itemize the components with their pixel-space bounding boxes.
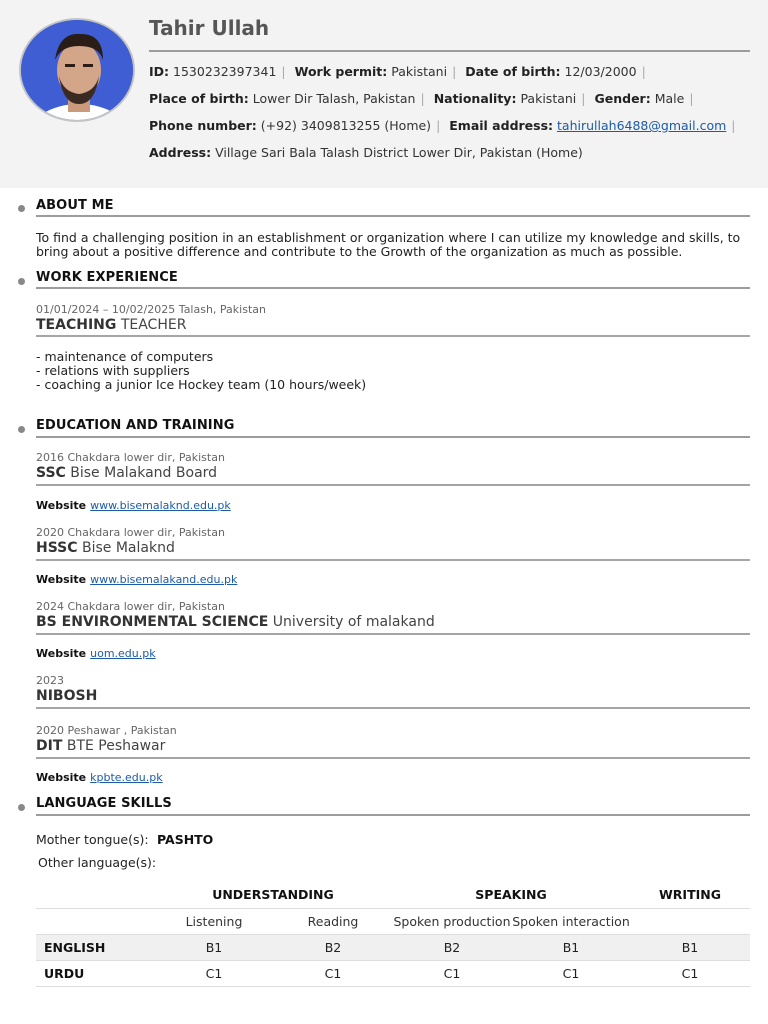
work-permit-value: Pakistani xyxy=(391,64,448,79)
level-cell: B2 xyxy=(392,934,512,960)
level-cell: B2 xyxy=(274,934,392,960)
nationality-label: Nationality: xyxy=(433,91,517,106)
address-label: Address: xyxy=(149,145,212,160)
group-speaking: SPEAKING xyxy=(392,882,630,908)
education-meta: 2024 Chakdara lower dir, Pakistan xyxy=(36,600,225,613)
education-meta: 2023 xyxy=(36,674,64,687)
level-cell: C1 xyxy=(154,960,274,986)
level-cell: C1 xyxy=(630,960,750,986)
separator: | xyxy=(281,64,286,79)
work-bullet: - coaching a junior Ice Hockey team (10 hours/week) xyxy=(36,377,367,392)
email-link[interactable]: tahirullah6488@gmail.com xyxy=(557,118,727,133)
work-permit-label: Work permit: xyxy=(294,64,388,79)
phone-value: (+92) 3409813255 (Home) xyxy=(260,118,432,133)
dob-label: Date of birth: xyxy=(465,64,561,79)
website-label: Website xyxy=(36,647,87,660)
education-entry-title xyxy=(36,540,175,556)
section-bullet xyxy=(18,278,25,285)
education-entry-title xyxy=(36,738,165,754)
gender-label: Gender: xyxy=(594,91,651,106)
work-divider xyxy=(36,287,750,289)
language-title: LANGUAGE SKILLS xyxy=(36,796,172,811)
language-row xyxy=(36,960,750,986)
education-entry-divider xyxy=(36,559,750,561)
language-table xyxy=(36,882,750,987)
website-label: Website xyxy=(36,573,87,586)
work-bullet: - relations with suppliers xyxy=(36,363,190,378)
language-row xyxy=(36,934,750,960)
education-degree: NIBOSH xyxy=(36,688,98,704)
other-languages-label: Other language(s): xyxy=(38,855,157,870)
place-of-birth-label: Place of birth: xyxy=(149,91,249,106)
empty-cell xyxy=(36,908,154,934)
education-degree: SSC xyxy=(36,465,66,481)
info-line-4 xyxy=(149,145,583,160)
education-title: EDUCATION AND TRAINING xyxy=(36,418,235,433)
place-of-birth-value: Lower Dir Talash, Pakistan xyxy=(252,91,416,106)
empty-cell xyxy=(630,908,750,934)
work-role-bold: TEACHING xyxy=(36,317,117,333)
education-institution: Bise Malakand Board xyxy=(70,465,218,481)
empty-cell xyxy=(36,882,154,908)
work-meta: 01/01/2024 – 10/02/2025 Talash, Pakistan xyxy=(36,303,266,316)
about-divider xyxy=(36,215,750,217)
education-entry-divider xyxy=(36,757,750,759)
work-role-divider xyxy=(36,335,750,337)
education-website xyxy=(36,647,156,660)
education-meta: 2016 Chakdara lower dir, Pakistan xyxy=(36,451,225,464)
work-title: WORK EXPERIENCE xyxy=(36,270,178,285)
language-name: ENGLISH xyxy=(36,934,154,960)
website-label: Website xyxy=(36,499,87,512)
level-cell: B1 xyxy=(630,934,750,960)
education-entry-divider xyxy=(36,707,750,709)
subheader-reading: Reading xyxy=(274,908,392,934)
language-subheader xyxy=(36,908,750,934)
info-line-2 xyxy=(149,91,699,106)
education-website xyxy=(36,573,237,586)
education-institution: University of malakand xyxy=(272,614,435,630)
education-institution: BTE Peshawar xyxy=(66,738,166,754)
level-cell: C1 xyxy=(392,960,512,986)
email-label: Email address: xyxy=(449,118,554,133)
phone-label: Phone number: xyxy=(149,118,257,133)
dob-value: 12/03/2000 xyxy=(564,64,637,79)
profile-header xyxy=(0,0,768,188)
level-cell: C1 xyxy=(512,960,630,986)
nationality-value: Pakistani xyxy=(520,91,577,106)
person-name: Tahir Ullah xyxy=(149,16,270,40)
section-bullet xyxy=(18,426,25,433)
education-meta: 2020 Chakdara lower dir, Pakistan xyxy=(36,526,225,539)
separator: | xyxy=(581,91,586,106)
education-degree: DIT xyxy=(36,738,63,754)
work-bullet: - maintenance of computers xyxy=(36,349,214,364)
info-line-1 xyxy=(149,64,651,79)
education-entry-title xyxy=(36,688,97,704)
mother-tongue-label: Mother tongue(s): xyxy=(36,832,149,847)
group-writing: WRITING xyxy=(630,882,750,908)
education-website xyxy=(36,499,231,512)
separator: | xyxy=(731,118,736,133)
section-bullet xyxy=(18,205,25,212)
level-cell: B1 xyxy=(154,934,274,960)
separator: | xyxy=(436,118,441,133)
education-meta: 2020 Peshawar , Pakistan xyxy=(36,724,177,737)
level-cell: C1 xyxy=(274,960,392,986)
separator: | xyxy=(452,64,457,79)
website-label: Website xyxy=(36,771,87,784)
separator: | xyxy=(641,64,646,79)
website-link[interactable]: uom.edu.pk xyxy=(90,647,156,660)
mother-tongue-value: PASHTO xyxy=(157,832,214,847)
id-value: 1530232397341 xyxy=(173,64,277,79)
website-link[interactable]: kpbte.edu.pk xyxy=(90,771,163,784)
education-institution: Bise Malaknd xyxy=(81,540,175,556)
education-divider xyxy=(36,436,750,438)
subheader-spoken-production: Spoken production xyxy=(392,908,512,934)
gender-value: Male xyxy=(654,91,685,106)
education-entry-divider xyxy=(36,633,750,635)
section-bullet xyxy=(18,804,25,811)
separator: | xyxy=(689,91,694,106)
work-role xyxy=(36,317,186,333)
education-entry-divider xyxy=(36,484,750,486)
education-website xyxy=(36,771,163,784)
language-name: URDU xyxy=(36,960,154,986)
id-label: ID: xyxy=(149,64,170,79)
address-value: Village Sari Bala Talash District Lower Dir, Pakistan (Home) xyxy=(215,145,583,160)
education-entry-title xyxy=(36,614,435,630)
subheader-spoken-interaction: Spoken interaction xyxy=(512,908,630,934)
profile-photo xyxy=(19,18,135,122)
about-text: To find a challenging position in an establishment or organization where I can utilize my knowledge and skills, to bring about a positive difference and contribute to the Growth of the organization as much as possible. xyxy=(36,230,741,259)
name-divider xyxy=(149,50,750,52)
education-degree: BS ENVIRONMENTAL SCIENCE xyxy=(36,614,269,630)
about-title: ABOUT ME xyxy=(36,198,114,213)
language-group-header xyxy=(36,882,750,908)
info-line-3 xyxy=(149,118,741,133)
group-understanding: UNDERSTANDING xyxy=(154,882,392,908)
website-link[interactable]: www.bisemalaknd.edu.pk xyxy=(90,499,231,512)
website-link[interactable]: www.bisemalakand.edu.pk xyxy=(90,573,238,586)
separator: | xyxy=(420,91,425,106)
work-role-rest: TEACHER xyxy=(120,317,187,333)
language-divider xyxy=(36,814,750,816)
level-cell: B1 xyxy=(512,934,630,960)
subheader-listening: Listening xyxy=(154,908,274,934)
education-degree: HSSC xyxy=(36,540,78,556)
work-bullets xyxy=(36,350,750,392)
education-entry-title xyxy=(36,465,217,481)
